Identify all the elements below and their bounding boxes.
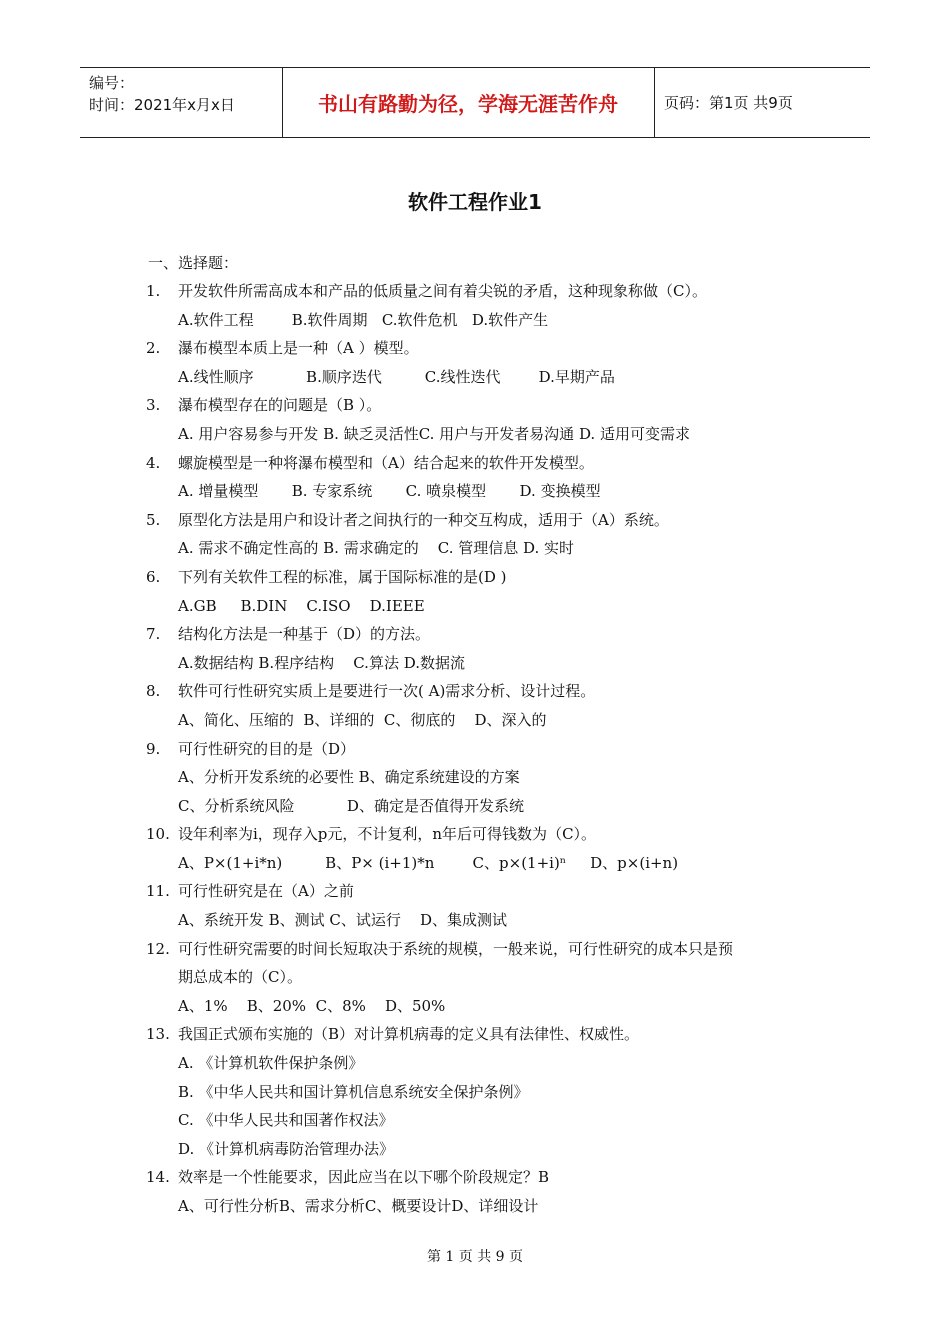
question-text: 瀑布模型存在的问题是（B ）。 (178, 396, 382, 415)
question-text: 结构化方法是一种基于（D）的方法。 (178, 625, 431, 644)
question-number: 8. (146, 682, 161, 701)
question-number: 3. (146, 396, 161, 415)
date-line: 时间：2021年x月x日 (89, 96, 235, 114)
question-number: 13. (146, 1025, 170, 1044)
option-line (0, 1192, 950, 1221)
section-heading: 一、选择题： (148, 254, 239, 272)
option-text: A、可行性分析B、需求分析C、概要设计D、详细设计 (178, 1197, 539, 1215)
option-text: A. 用户容易参与开发 B. 缺乏灵活性C. 用户与开发者易沟通 D. 适用可变需求 (178, 424, 690, 443)
option-line (0, 306, 950, 335)
option-text: A.GB B.DIN C.ISO D.IEEE (178, 596, 425, 615)
question-line (0, 449, 950, 478)
option-text: C. 《中华人民共和国著作权法》 (178, 1111, 394, 1130)
document-title: 软件工程作业1 (408, 190, 542, 214)
question-text: 效率是一个性能要求，因此应当在以下哪个阶段规定？B (178, 1168, 550, 1187)
question-line (0, 1163, 950, 1192)
option-text: A. 需求不确定性高的 B. 需求确定的 C. 管理信息 D. 实时 (178, 539, 575, 558)
question-list (0, 277, 950, 1221)
question-text: 开发软件所需高成本和产品的低质量之间有着尖锐的矛盾，这种现象称做（C）。 (178, 282, 707, 300)
header-divider (654, 68, 655, 137)
question-number: 2. (146, 339, 161, 358)
option-line (0, 420, 950, 449)
question-line (0, 391, 950, 420)
option-text: A.数据结构 B.程序结构 C.算法 D.数据流 (178, 653, 465, 672)
option-text: D. 《计算机病毒防治管理办法》 (178, 1139, 395, 1158)
question-number: 1. (146, 282, 161, 300)
option-line (0, 992, 950, 1021)
option-text: A. 《计算机软件保护条例》 (178, 1054, 364, 1073)
page-footer: 第 1 页 共 9 页 (426, 1249, 524, 1265)
option-line (0, 477, 950, 506)
question-line (0, 277, 950, 306)
question-line (0, 563, 950, 592)
code-label: 编号： (89, 74, 135, 92)
question-text: 可行性研究是在（A）之前 (178, 882, 354, 901)
question-line (0, 334, 950, 363)
option-text: A.线性顺序 B.顺序迭代 C.线性迭代 D.早期产品 (178, 367, 615, 386)
question-line (0, 677, 950, 706)
option-line (0, 763, 950, 792)
option-line (0, 1106, 950, 1135)
question-line (0, 1020, 950, 1049)
question-line (0, 935, 950, 964)
question-text: 软件可行性研究实质上是要进行一次( A)需求分析、设计过程。 (178, 682, 596, 701)
question-line (0, 820, 950, 849)
option-text: A、分析开发系统的必要性 B、确定系统建设的方案 (178, 768, 520, 787)
option-line (0, 1049, 950, 1078)
option-text: B. 《中华人民共和国计算机信息系统安全保护条例》 (178, 1082, 529, 1101)
question-text: 原型化方法是用户和设计者之间执行的一种交互构成，适用于（A）系统。 (178, 510, 669, 529)
option-line (0, 706, 950, 735)
option-line (0, 649, 950, 678)
question-text: 下列有关软件工程的标准，属于国际标准的是(D ) (178, 567, 507, 586)
option-text: A.软件工程 B.软件周期 C.软件危机 D.软件产生 (178, 310, 549, 329)
option-text: A. 增量模型 B. 专家系统 C. 喷泉模型 D. 变换模型 (178, 482, 601, 501)
option-line (0, 1135, 950, 1164)
question-line (0, 735, 950, 764)
option-line (0, 849, 950, 878)
option-line (0, 792, 950, 821)
option-line (0, 906, 950, 935)
option-line (0, 1078, 950, 1107)
option-text: A、系统开发 B、测试 C、试运行 D、集成测试 (178, 911, 507, 930)
question-text: 设年利率为i，现存入p元，不计复利，n年后可得钱数为（C）。 (178, 825, 597, 844)
question-text: 我国正式颁布实施的（B）对计算机病毒的定义具有法律性、权威性。 (178, 1025, 640, 1044)
question-number: 11. (146, 882, 170, 901)
question-text: 期总成本的（C）。 (178, 968, 302, 987)
question-text: 螺旋模型是一种将瀑布模型和（A）结合起来的软件开发模型。 (178, 453, 594, 472)
option-line (0, 534, 950, 563)
header-page-info: 页码：第1页 共9页 (664, 94, 793, 112)
question-line (0, 963, 950, 992)
header-motto: 书山有路勤为径，学海无涯苦作舟 (318, 92, 618, 116)
question-number: 10. (146, 825, 170, 844)
question-line (0, 506, 950, 535)
question-number: 4. (146, 453, 161, 472)
question-number: 14. (146, 1168, 170, 1187)
question-number: 9. (146, 739, 161, 758)
question-text: 可行性研究的目的是（D） (178, 739, 356, 758)
question-number: 5. (146, 510, 161, 529)
question-text: 可行性研究需要的时间长短取决于系统的规模，一般来说，可行性研究的成本只是预 (178, 939, 734, 958)
option-text: C、分析系统风险 D、确定是否值得开发系统 (178, 796, 524, 815)
option-text: A、1% B、20% C、8% D、50% (178, 996, 446, 1015)
question-line (0, 877, 950, 906)
option-line (0, 363, 950, 392)
option-text: A、简化、压缩的 B、详细的 C、彻底的 D、深入的 (178, 710, 547, 729)
question-number: 12. (146, 939, 170, 958)
option-line (0, 592, 950, 621)
question-number: 7. (146, 625, 161, 644)
question-number: 6. (146, 567, 161, 586)
option-text: A、P×(1+i*n) B、P× (i+1)*n C、p×(1+i)ⁿ D、p×(i+n) (178, 853, 679, 872)
header-table (80, 67, 870, 138)
question-text: 瀑布模型本质上是一种（A ）模型。 (178, 339, 419, 358)
question-line (0, 620, 950, 649)
header-left-cell (89, 72, 235, 116)
